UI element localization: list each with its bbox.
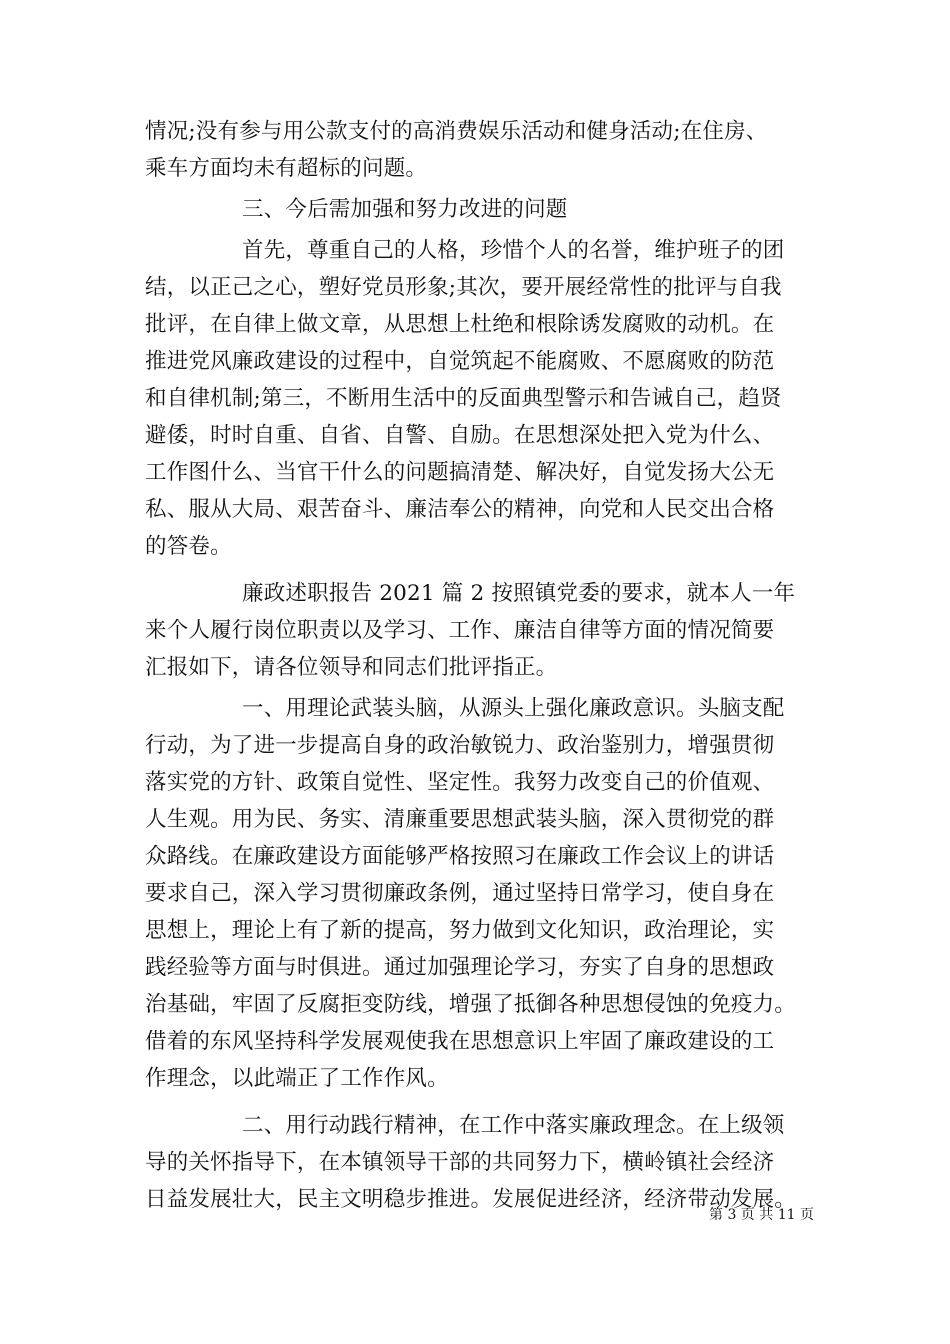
paragraph-1 — [145, 113, 825, 187]
paragraph-4 — [145, 690, 825, 1097]
text-line: 廉政述职报告 2021 篇 2 按照镇党委的要求，就本人一年 — [242, 581, 796, 606]
text-line: 结，以正己之心，塑好党员形象;其次，要开展经常性的批评与自我 — [145, 275, 782, 300]
paragraph-3 — [145, 575, 825, 686]
text-line: 乘车方面均未有超标的问题。 — [145, 156, 428, 181]
section-heading-3 — [145, 191, 825, 228]
text-line: 众路线。在廉政建设方面能够严格按照习在廉政工作会议上的讲话 — [145, 844, 775, 869]
text-line: 要求自己，深入学习贯彻廉政条例，通过坚持日常学习，使自身在 — [145, 881, 775, 906]
text-line: 的答卷。 — [145, 534, 232, 559]
text-line: 治基础，牢固了反腐拒变防线，增强了抵御各种思想侵蚀的免疫力。 — [145, 992, 797, 1017]
text-line: 情况;没有参与用公款支付的高消费娱乐活动和健身活动;在住房、 — [145, 119, 768, 144]
text-line: 导的关怀指导下，在本镇领导干部的共同努力下，横岭镇社会经济 — [145, 1150, 775, 1175]
text-line: 落实党的方针、政策自觉性、坚定性。我努力改变自己的价值观、 — [145, 770, 775, 795]
document-body — [145, 113, 825, 1218]
paragraph-5 — [145, 1107, 825, 1218]
text-line: 首先，尊重自己的人格，珍惜个人的名誉，维护班子的团 — [242, 238, 785, 263]
text-line: 日益发展壮大，民主文明稳步推进。发展促进经济，经济带动发展。 — [145, 1187, 797, 1212]
text-line: 避倭，时时自重、自省、自警、自励。在思想深处把入党为什么、 — [145, 423, 775, 448]
text-line: 私、服从大局、艰苦奋斗、廉洁奉公的精神，向党和人民交出合格 — [145, 497, 775, 522]
text-line: 作理念，以此端正了工作作风。 — [145, 1066, 449, 1091]
text-line: 人生观。用为民、务实、清廉重要思想武装头脑，深入贯彻党的群 — [145, 807, 775, 832]
paragraph-2 — [145, 232, 825, 565]
text-line: 汇报如下，请各位领导和同志们批评指正。 — [145, 655, 558, 680]
page-number: 第 3 页 共 11 页 — [709, 1207, 814, 1223]
text-line: 三、今后需加强和努力改进的问题 — [242, 197, 568, 222]
text-line: 批评，在自律上做文章，从思想上杜绝和根除诱发腐败的动机。在 — [145, 312, 775, 337]
text-line: 行动，为了进一步提高自身的政治敏锐力、政治鉴别力，增强贯彻 — [145, 733, 775, 758]
text-line: 推进党风廉政建设的过程中，自觉筑起不能腐败、不愿腐败的防范 — [145, 349, 775, 374]
text-line: 思想上，理论上有了新的提高，努力做到文化知识，政治理论，实 — [145, 918, 775, 943]
text-line: 二、用行动践行精神，在工作中落实廉政理念。在上级领 — [242, 1113, 785, 1138]
text-line: 和自律机制;第三，不断用生活中的反面典型警示和告诫自己，趋贤 — [145, 386, 782, 411]
text-line: 践经验等方面与时俱进。通过加强理论学习，夯实了自身的思想政 — [145, 955, 775, 980]
text-line: 工作图什么、当官干什么的问题搞清楚、解决好，自觉发扬大公无 — [145, 460, 775, 485]
text-line: 借着的东风坚持科学发展观使我在思想意识上牢固了廉政建设的工 — [145, 1029, 775, 1054]
text-line: 来个人履行岗位职责以及学习、工作、廉洁自律等方面的情况简要 — [145, 618, 775, 643]
text-line: 一、用理论武装头脑，从源头上强化廉政意识。头脑支配 — [242, 696, 785, 721]
